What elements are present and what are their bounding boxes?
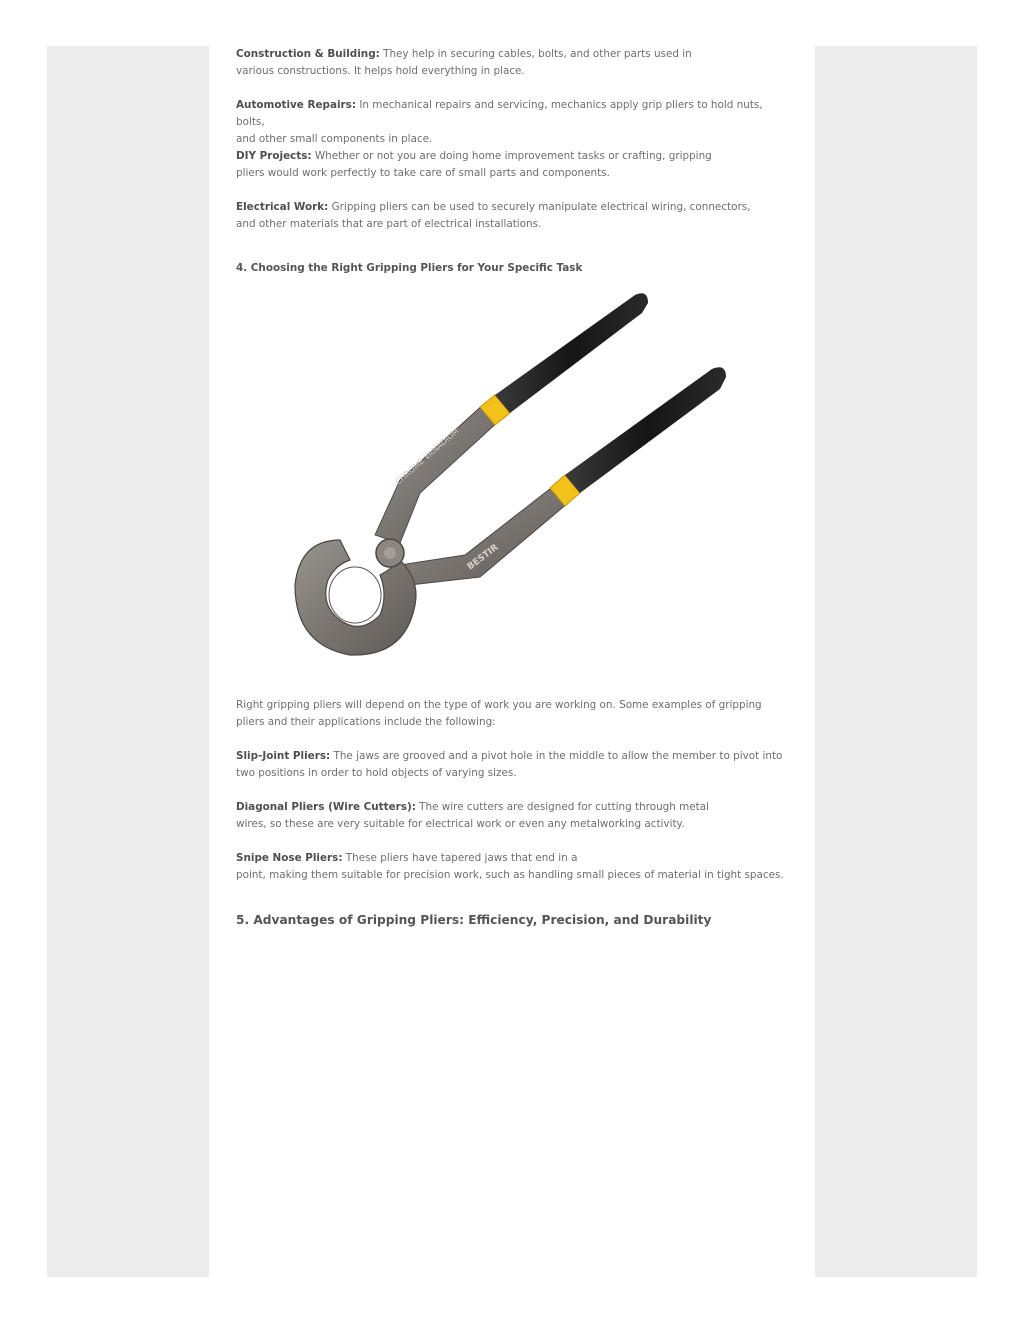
pliers-type-term: Snipe Nose Pliers: [236,852,343,864]
section-4-heading: 4. Choosing the Right Gripping Pliers for Your Specific Task [236,262,583,274]
list-item-text-cont: various constructions. It helps hold everything in place. [236,65,525,77]
intro-text: Right gripping pliers will depend on the type of work you are working on. Some examples of gripping [236,699,762,711]
intro-text-cont: pliers and their applications include the following: [236,716,496,728]
list-item-term: Electrical Work: [236,201,329,213]
pliers-type-slip-joint [236,748,792,782]
pliers-type-text: These pliers have tapered jaws that end in a [345,852,578,864]
list-item-diy [236,148,792,182]
list-item-electrical [236,199,792,233]
pliers-type-snipe-nose [236,850,792,884]
list-item-term: Automotive Repairs: [236,99,356,111]
upper-grip [495,293,648,413]
engraving-upper: CHROME VANADIUM [393,426,461,487]
pivot-center [384,547,396,559]
list-item-text-cont: and other small components in place. [236,133,433,145]
list-item-text: They help in securing cables, bolts, and other parts used in [383,48,692,60]
pliers-type-text-cont: wires, so these are very suitable for electrical work or even any metalworking activity. [236,818,685,830]
pliers-type-term: Slip-Joint Pliers: [236,750,331,762]
pliers-type-text-cont: two positions in order to hold objects of varying sizes. [236,767,517,779]
pliers-type-term: Diagonal Pliers (Wire Cutters): [236,801,416,813]
jaw-opening [329,567,381,623]
pliers-type-text: The wire cutters are designed for cutting through metal [419,801,709,813]
list-item-term: Construction & Building: [236,48,380,60]
list-item-text-cont: pliers would work perfectly to take care of small parts and components. [236,167,610,179]
pliers-type-text: The jaws are grooved and a pivot hole in the middle to allow the member to pivot into [333,750,783,762]
list-item-text-cont: and other materials that are part of electrical installations. [236,218,542,230]
list-item-automotive [236,97,792,148]
lower-grip [565,367,726,493]
list-item-text: Whether or not you are doing home improvement tasks or crafting, gripping [314,150,712,162]
pliers-type-diagonal [236,799,792,833]
list-item-construction [236,46,792,80]
engraving-lower: BESTIR [465,542,501,573]
list-item-text: Gripping pliers can be used to securely manipulate electrical wiring, connectors, [331,201,751,213]
list-item-text: In mechanical repairs and servicing, mechanics apply grip pliers to hold nuts, bolts, [236,99,763,128]
section-4-intro [236,697,792,731]
lower-arm-steel [400,485,568,585]
upper-arm-steel [375,403,500,543]
end-cutting-pliers-image [280,285,750,670]
pliers-type-text-cont: point, making them suitable for precision work, such as handling small pieces of material in tight spaces. [236,869,784,881]
section-5-heading: 5. Advantages of Gripping Pliers: Efficiency, Precision, and Durability [236,913,712,927]
list-item-term: DIY Projects: [236,150,312,162]
